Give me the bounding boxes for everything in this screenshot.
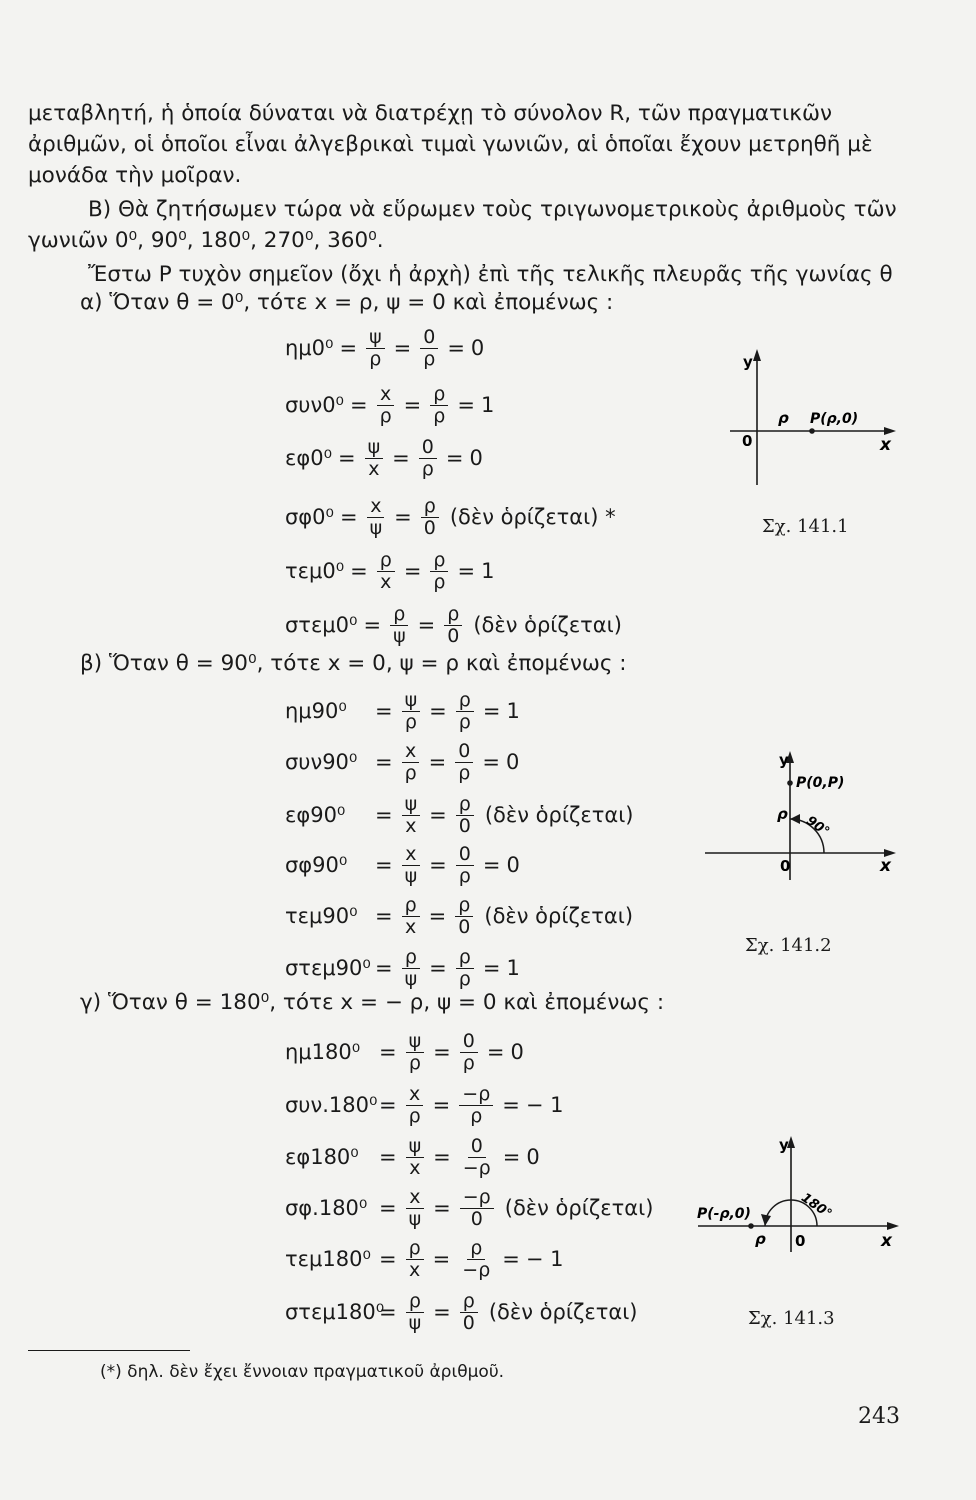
equation-lhs: στεμ0⁰	[285, 613, 358, 637]
equation-lhs: τεμ0⁰	[285, 559, 345, 583]
undefined-note: (δὲν ὁρίζεται) *	[449, 505, 616, 529]
fraction: $\frac{x}{\rho}$	[402, 741, 420, 784]
point-label: P(0,P)	[796, 775, 845, 791]
equation-row: στεμ180⁰ = $\frac{\rho}{\psi}$ = $\frac{\rho}{0}$ (δὲν ὁρίζεται)	[285, 1289, 638, 1334]
fraction: $\frac{\rho}{0}$	[455, 895, 473, 938]
equation-lhs: εφ90⁰	[285, 803, 346, 827]
y-arrow-icon	[753, 349, 761, 361]
equation-row: εφ90⁰ = $\frac{\psi}{x}$ = $\frac{\rho}{0}$ (δὲν ὁρίζεται)	[285, 792, 634, 837]
equation-result: 1	[480, 393, 495, 417]
footnote-rule	[28, 1350, 190, 1351]
origin-label: 0	[795, 1232, 806, 1250]
equation-result: 1	[506, 699, 520, 723]
fraction: $\frac{\rho}{x}$	[377, 550, 395, 593]
fraction: $\frac{\rho}{\rho}$	[430, 550, 448, 593]
equation-lhs: στεμ90⁰	[285, 956, 371, 980]
fraction: $\frac{\rho}{\psi}$	[402, 947, 421, 990]
equation-lhs: τεμ90⁰	[285, 904, 358, 928]
fraction: $\frac{\psi}{\rho}$	[366, 327, 385, 370]
equation-lhs: σφ0⁰	[285, 505, 334, 529]
undefined-note: (δὲν ὁρίζεται)	[484, 803, 634, 827]
fraction: $\frac{\rho}{\rho}$	[456, 947, 474, 990]
undefined-note: (δὲν ὁρίζεται)	[504, 1196, 654, 1220]
equation-lhs: σφ.180⁰	[285, 1196, 368, 1220]
fraction: $\frac{-\rho}{0}$	[460, 1187, 494, 1230]
intro-paragraph-2: Β) Θὰ ζητήσωμεν τώρα νὰ εὕρωμεν τοὺς τριγωνομετρικοὺς ἀριθμοὺς τῶν γωνιῶν 0⁰, 90⁰, 180⁰, 270⁰, 360⁰.	[28, 197, 897, 253]
rho-label: ρ	[777, 805, 788, 823]
equation-lhs: σφ90⁰	[285, 853, 348, 877]
equation-lhs: τεμ180⁰	[285, 1247, 371, 1271]
fraction: $\frac{\rho}{x}$	[406, 1238, 424, 1281]
equation-result: 1	[506, 956, 520, 980]
equation-row: στεμ90⁰ = $\frac{\rho}{\psi}$ = $\frac{\rho}{\rho}$ = 1	[285, 945, 520, 990]
equation-result: 0	[505, 750, 520, 774]
figure-caption: Σχ. 141.3	[748, 1308, 835, 1329]
footnote: (*) δηλ. δὲν ἔχει ἔννοιαν πραγματικοῦ ἀριθμοῦ.	[100, 1362, 505, 1382]
equation-row: τεμ180⁰ = $\frac{\rho}{x}$ = $\frac{\rho}{-\rho}$ = − 1	[285, 1236, 564, 1281]
fraction: $\frac{\psi}{x}$	[402, 794, 421, 837]
fraction: $\frac{\rho}{0}$	[421, 496, 439, 539]
equation-lhs: εφ180⁰	[285, 1145, 359, 1169]
point-label: P(-ρ,0)	[697, 1206, 751, 1222]
equation-result: 0	[526, 1145, 540, 1169]
y-label: y	[779, 1136, 789, 1154]
arc-arrow-icon	[761, 1214, 771, 1226]
page-number: 243	[858, 1404, 900, 1429]
figure-141-1	[730, 345, 900, 490]
figure-141-2	[700, 745, 900, 885]
equation-lhs: ημ0⁰	[285, 336, 334, 360]
equation-result: 1	[481, 559, 495, 583]
point-p	[748, 1223, 754, 1229]
equation-lhs: στεμ180⁰	[285, 1300, 385, 1324]
fraction: $\frac{0}{\rho}$	[460, 1031, 478, 1074]
equation-row: τεμ90⁰ = $\frac{\rho}{x}$ = $\frac{\rho}{0}$ (δὲν ὁρίζεται)	[285, 893, 634, 938]
fraction: $\frac{x}{\psi}$	[367, 496, 386, 539]
undefined-note: (δὲν ὁρίζεται)	[473, 613, 622, 637]
equation-result: 0	[470, 336, 485, 360]
equation-row: συν.180⁰ = $\frac{x}{\rho}$ = $\frac{-\rho}{\rho}$ = − 1	[285, 1082, 564, 1127]
fraction: $\frac{\psi}{x}$	[406, 1136, 425, 1179]
fraction: $\frac{\psi}{\rho}$	[406, 1031, 425, 1074]
fraction: $\frac{\rho}{\rho}$	[430, 384, 448, 427]
rho-label: ρ	[778, 409, 789, 427]
figure-141-3	[695, 1130, 905, 1260]
fraction: $\frac{\rho}{0}$	[456, 794, 474, 837]
fraction: $\frac{0}{\rho}$	[456, 844, 474, 887]
case-gamma-heading: γ) Ὅταν θ = 180⁰, τότε x = − ρ, ψ = 0 καὶ ἐπομένως :	[80, 990, 665, 1015]
fraction: $\frac{\rho}{\psi}$	[390, 604, 409, 647]
fraction: $\frac{\rho}{0}$	[460, 1291, 478, 1334]
angle-label: 180°	[798, 1190, 835, 1222]
rho-label: ρ	[755, 1230, 766, 1248]
fraction: $\frac{x}{\rho}$	[406, 1084, 424, 1127]
fraction: $\frac{0}{\rho}$	[419, 437, 437, 480]
point-p	[809, 428, 815, 434]
point-label: P(ρ,0)	[810, 411, 859, 427]
fraction: $\frac{\rho}{\psi}$	[406, 1291, 425, 1334]
y-label: y	[779, 751, 789, 769]
origin-label: 0	[742, 432, 753, 450]
x-arrow-icon	[887, 1222, 899, 1230]
point-p	[787, 780, 793, 786]
arc-arrow-icon	[790, 814, 800, 824]
fraction: $\frac{\rho}{x}$	[402, 895, 420, 938]
figure-caption: Σχ. 141.2	[745, 935, 832, 956]
origin-label: 0	[780, 857, 791, 875]
equation-row: σφ.180⁰ = $\frac{x}{\psi}$ = $\frac{-\rho}{0}$ (δὲν ὁρίζεται)	[285, 1185, 654, 1230]
equation-row: σφ90⁰ = $\frac{x}{\psi}$ = $\frac{0}{\rho}$ = 0	[285, 842, 520, 887]
equation-lhs: εφ0⁰	[285, 446, 332, 470]
equation-result: − 1	[525, 1247, 564, 1271]
x-label: x	[880, 435, 891, 455]
x-label: x	[880, 856, 891, 876]
equation-result: 0	[469, 446, 483, 470]
equation-lhs: ημ90⁰	[285, 699, 347, 723]
case-alpha-heading: α) Ὅταν θ = 0⁰, τότε x = ρ, ψ = 0 καὶ ἐπομένως :	[80, 290, 614, 315]
equation-row: στεμ0⁰ = $\frac{\rho}{\psi}$ = $\frac{\rho}{0}$ (δὲν ὁρίζεται)	[285, 602, 622, 647]
fraction: $\frac{-\rho}{\rho}$	[459, 1084, 493, 1127]
equation-lhs: ημ180⁰	[285, 1040, 361, 1064]
x-arrow-icon	[884, 427, 896, 435]
fraction: $\frac{\rho}{-\rho}$	[462, 1236, 491, 1281]
equation-row: ημ180⁰ = $\frac{\psi}{\rho}$ = $\frac{0}{\rho}$ = 0	[285, 1029, 524, 1074]
fraction: $\frac{x}{\psi}$	[402, 844, 421, 887]
fraction: $\frac{\psi}{x}$	[365, 437, 384, 480]
equation-row: εφ0⁰ = $\frac{\psi}{x}$ = $\frac{0}{\rho}$ = 0	[285, 435, 483, 480]
equation-row: συν90⁰ = $\frac{x}{\rho}$ = $\frac{0}{\rho}$ = 0	[285, 739, 520, 784]
undefined-note: (δὲν ὁρίζεται)	[484, 904, 634, 928]
equation-lhs: συν0⁰	[285, 393, 344, 417]
intro-paragraph-3: Ἔστω Ρ τυχὸν σημεῖον (ὄχι ἡ ἀρχὴ) ἐπὶ τῆς τελικῆς πλευρᾶς τῆς γωνίας θ	[88, 262, 893, 287]
equation-row: συν0⁰ = $\frac{x}{\rho}$ = $\frac{\rho}{\rho}$ = 1	[285, 382, 495, 427]
fraction: $\frac{\psi}{\rho}$	[402, 690, 421, 733]
equation-result: − 1	[525, 1093, 564, 1117]
equation-result: 0	[506, 853, 520, 877]
fraction: $\frac{0}{\rho}$	[455, 741, 473, 784]
equation-row: εφ180⁰ = $\frac{\psi}{x}$ = $\frac{0}{-\rho}$ = 0	[285, 1134, 540, 1179]
figure-caption: Σχ. 141.1	[762, 516, 849, 537]
equation-row: ημ90⁰ = $\frac{\psi}{\rho}$ = $\frac{\rho}{\rho}$ = 1	[285, 688, 520, 733]
equation-row: ημ0⁰ = $\frac{\psi}{\rho}$ = $\frac{0}{\rho}$ = 0	[285, 325, 485, 370]
equation-lhs: συν90⁰	[285, 750, 358, 774]
case-beta-heading: β) Ὅταν θ = 90⁰, τότε x = 0, ψ = ρ καὶ ἐπομένως :	[80, 651, 627, 676]
x-label: x	[881, 1231, 892, 1251]
equation-lhs: συν.180⁰	[285, 1093, 378, 1117]
fraction: $\frac{0}{\rho}$	[420, 327, 438, 370]
fraction: $\frac{x}{\rho}$	[377, 384, 395, 427]
fraction: $\frac{x}{\psi}$	[406, 1187, 425, 1230]
intro-paragraph-1: μεταβλητή, ἡ ὁποία δύναται νὰ διατρέχῃ τὸ σύνολον R, τῶν πραγματικῶν ἀριθμῶν, οἱ ὁποῖοι εἶναι ἀλγεβρικαὶ τιμαὶ γωνιῶν, αἱ ὁποῖαι ἔχουν μετρηθῆ μὲ μονάδα τὴν μοῖραν.	[28, 101, 873, 188]
y-label: y	[743, 353, 753, 371]
fraction: $\frac{\rho}{\rho}$	[456, 690, 474, 733]
equation-row: τεμ0⁰ = $\frac{\rho}{x}$ = $\frac{\rho}{\rho}$ = 1	[285, 548, 495, 593]
equation-result: 0	[510, 1040, 524, 1064]
undefined-note: (δὲν ὁρίζεται)	[488, 1300, 638, 1324]
angle-label: 90°	[803, 813, 832, 840]
fraction: $\frac{0}{-\rho}$	[462, 1134, 491, 1179]
fraction: $\frac{\rho}{0}$	[444, 604, 462, 647]
equation-row: σφ0⁰ = $\frac{x}{\psi}$ = $\frac{\rho}{0}$ (δὲν ὁρίζεται) *	[285, 494, 616, 539]
